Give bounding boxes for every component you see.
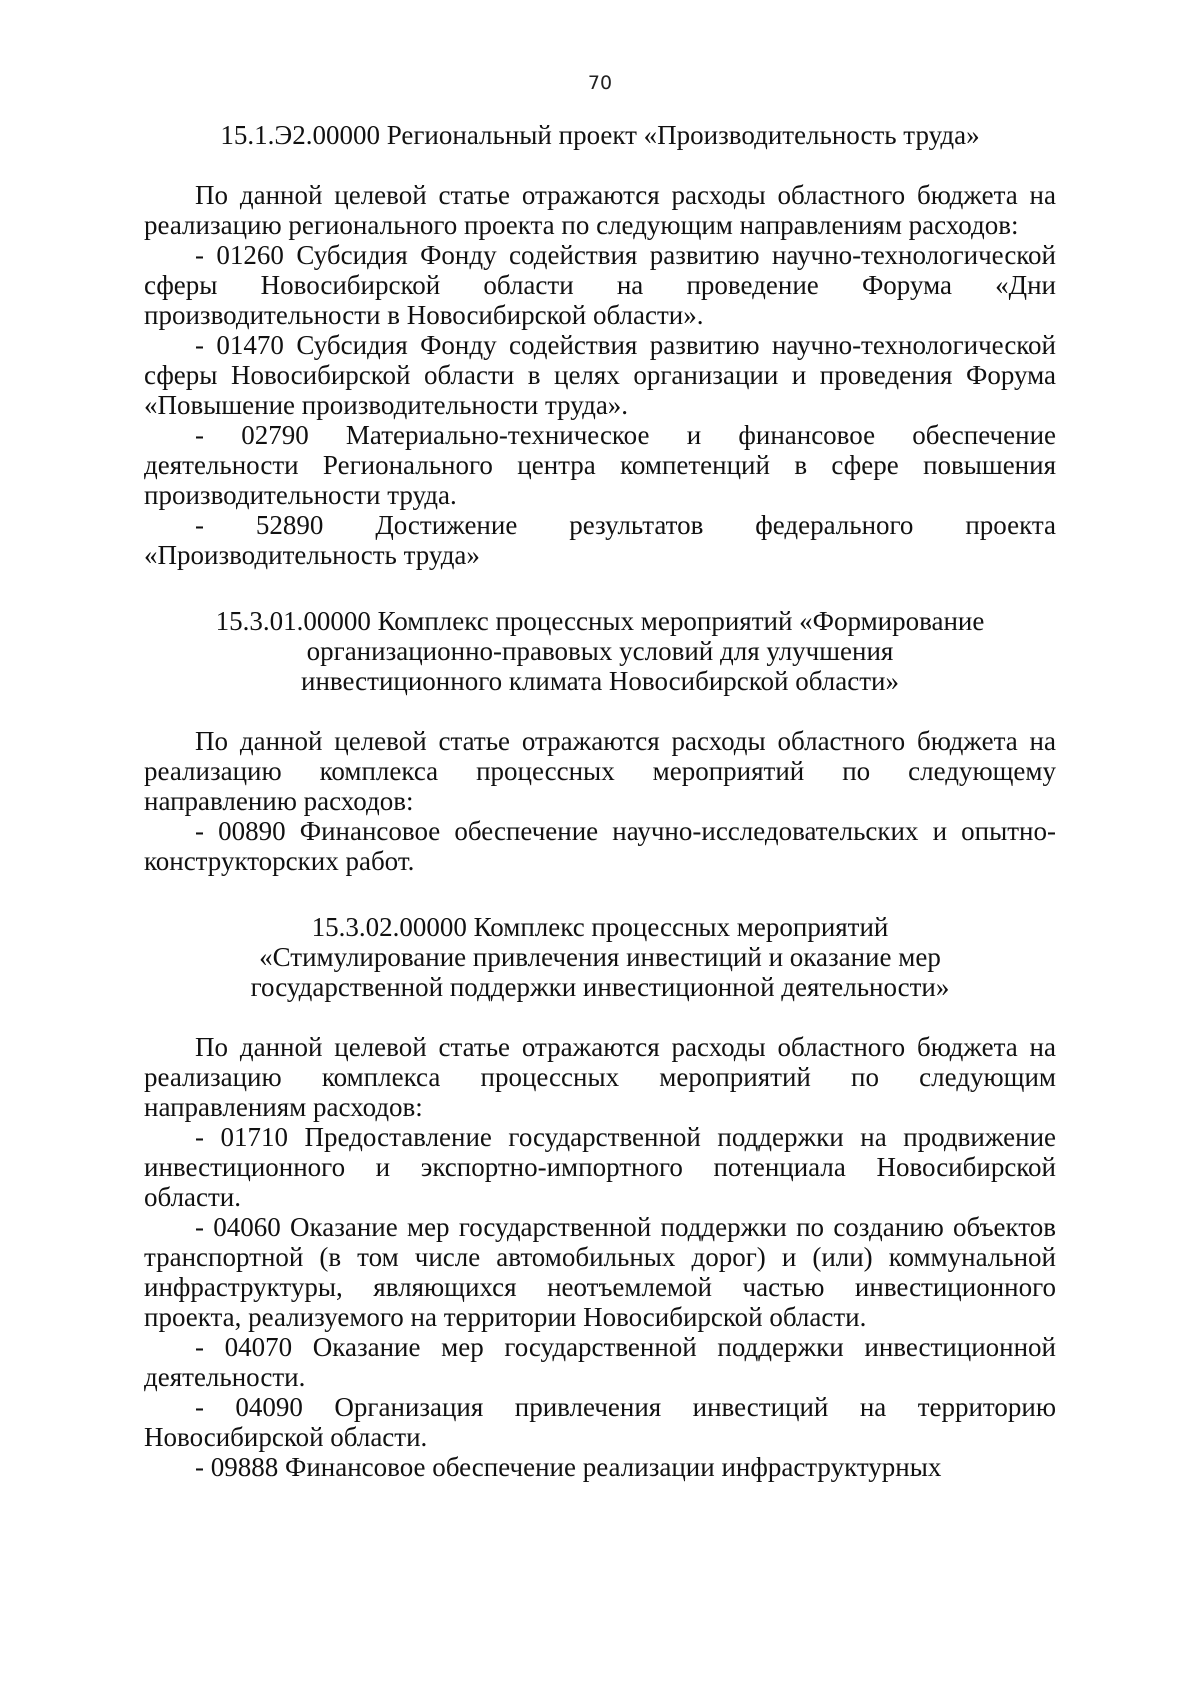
expense-item: - 00890 Финансовое обеспечение научно-исследовательских и опытно-конструкторских работ.	[144, 816, 1056, 876]
section-heading	[144, 120, 1056, 150]
expense-item: - 01260 Субсидия Фонду содействия развитию научно-технологической сферы Новосибирской области на проведение Форума «Дни производительности в Новосибирской области».	[144, 240, 1056, 330]
expense-item: - 52890 Достижение результатов федерального проекта «Производительность труда»	[144, 510, 1056, 570]
heading-line: 15.3.01.00000 Комплекс процессных мероприятий «Формирование	[215, 606, 985, 636]
section-intro: По данной целевой статье отражаются расходы областного бюджета на реализацию комплекса процессных мероприятий по следующему направлению расходов:	[144, 726, 1056, 816]
expense-item: - 09888 Финансовое обеспечение реализации инфраструктурных	[195, 1452, 942, 1482]
expense-item: - 01710 Предоставление государственной поддержки на продвижение инвестиционного и экспортно-импортного потенциала Новосибирской области.	[144, 1122, 1056, 1212]
expense-item: - 02790 Материально-техническое и финансовое обеспечение деятельности Регионального центра компетенций в сфере повышения производительности труда.	[144, 420, 1056, 510]
heading-line: организационно-правовых условий для улучшения	[306, 636, 894, 666]
expense-item: - 04090 Организация привлечения инвестиций на территорию Новосибирской области.	[144, 1392, 1056, 1452]
document-body	[144, 120, 1056, 1482]
heading-line: «Стимулирование привлечения инвестиций и оказание мер	[259, 942, 941, 972]
expense-item: - 04070 Оказание мер государственной поддержки инвестиционной деятельности.	[144, 1332, 1056, 1392]
section-process-measures-investment-climate	[144, 606, 1056, 876]
heading-line: 15.1.Э2.00000 Региональный проект «Производительность труда»	[220, 120, 980, 150]
section-regional-project	[144, 120, 1056, 570]
section-intro: По данной целевой статье отражаются расходы областного бюджета на реализацию регионального проекта по следующим направлениям расходов:	[144, 180, 1056, 240]
expense-item: - 01470 Субсидия Фонду содействия развитию научно-технологической сферы Новосибирской области в целях организации и проведения Форума «Повышение производительности труда».	[144, 330, 1056, 420]
heading-line: 15.3.02.00000 Комплекс процессных мероприятий	[311, 912, 889, 942]
heading-line: инвестиционного климата Новосибирской области»	[301, 666, 899, 696]
page-number: 70	[587, 72, 613, 94]
expense-item: - 04060 Оказание мер государственной поддержки по созданию объектов транспортной (в том числе автомобильных дорог) и (или) коммунальной инфраструктуры, являющихся неотъемлемой частью инвестиционного проекта, реализуемого на территории Новосибирской области.	[144, 1212, 1056, 1332]
section-process-measures-investment-support	[144, 912, 1056, 1482]
section-heading	[144, 912, 1056, 1002]
heading-line: государственной поддержки инвестиционной деятельности»	[250, 972, 950, 1002]
section-intro: По данной целевой статье отражаются расходы областного бюджета на реализацию комплекса процессных мероприятий по следующим направлениям расходов:	[144, 1032, 1056, 1122]
section-heading	[144, 606, 1056, 696]
